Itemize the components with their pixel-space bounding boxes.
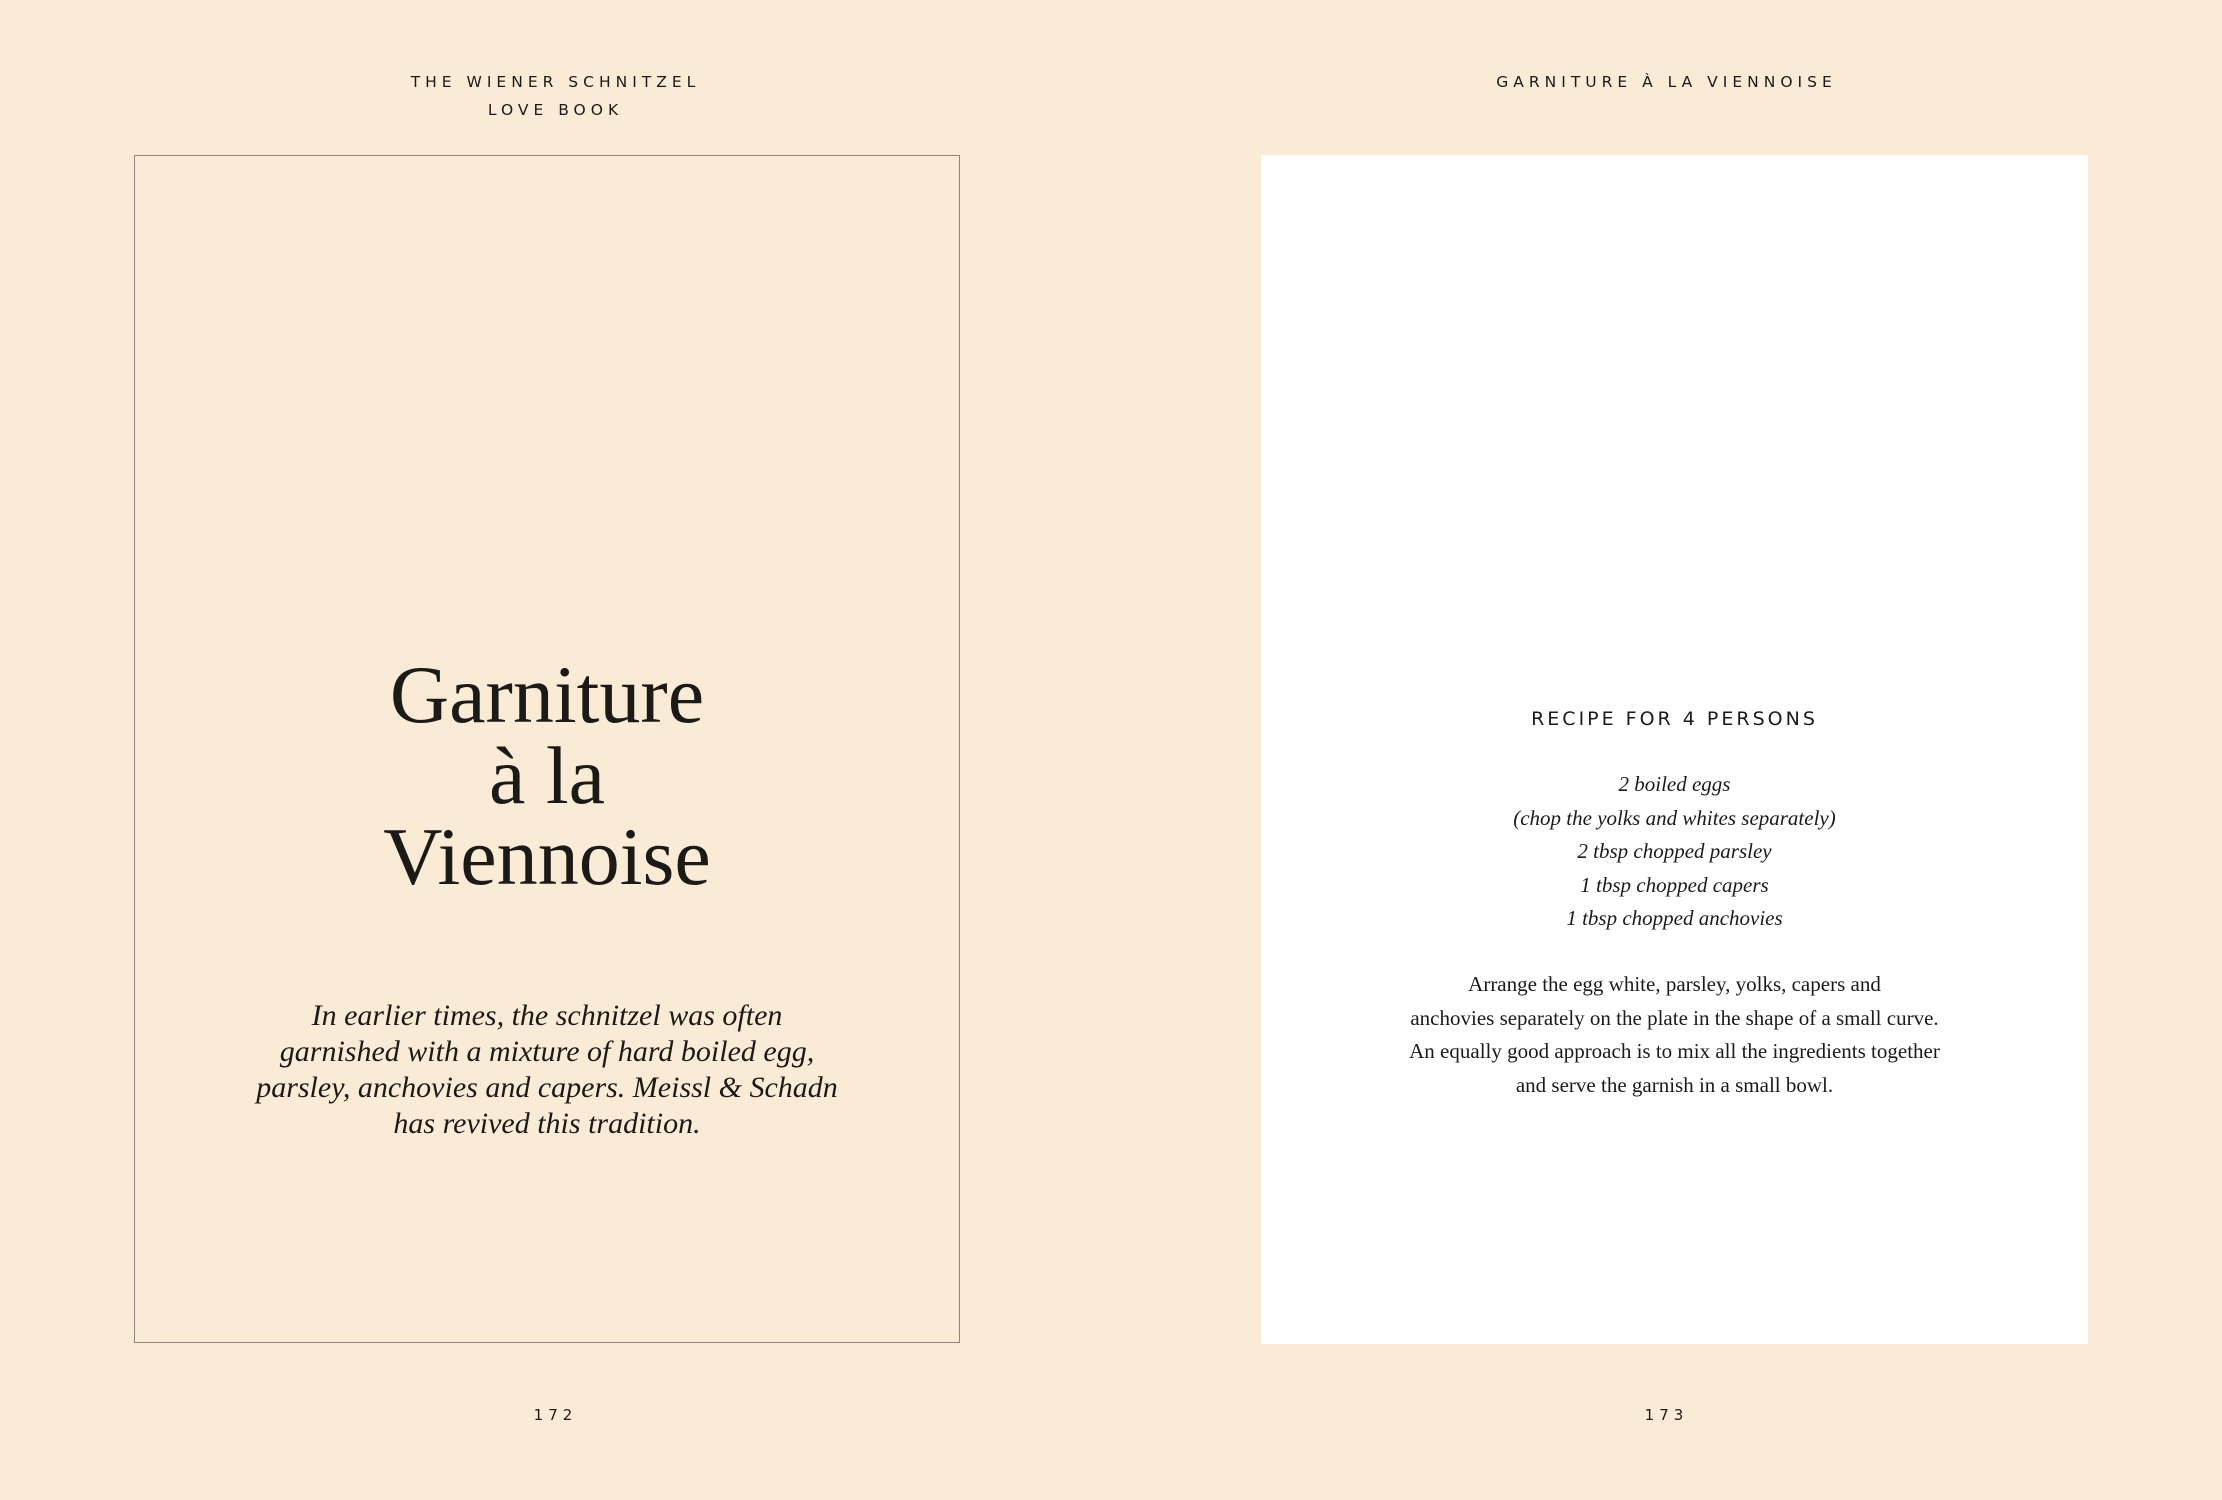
recipe-panel [1261, 155, 2088, 1344]
chapter-title-line: Viennoise [383, 811, 711, 902]
ingredient-list [1261, 768, 2088, 936]
chapter-title [135, 649, 959, 902]
method-line: An equally good approach is to mix all the ingredients together [1409, 1039, 1940, 1063]
intro-line: In earlier times, the schnitzel was often [311, 999, 783, 1032]
chapter-intro [135, 998, 959, 1142]
method-line: Arrange the egg white, parsley, yolks, capers and [1468, 972, 1881, 996]
right-page [1111, 0, 2222, 1500]
chapter-frame [134, 155, 960, 1343]
ingredient-item: (chop the yolks and whites separately) [1513, 805, 1836, 830]
chapter-title-line: à la [488, 730, 606, 821]
method-line: and serve the garnish in a small bowl. [1515, 1072, 1834, 1097]
ingredient-item: 1 tbsp chopped anchovies [1566, 906, 1783, 930]
ingredient-item: 2 tbsp chopped parsley [1577, 839, 1772, 863]
recipe-method [1261, 968, 2088, 1102]
running-head-left [0, 68, 1111, 124]
method-line: anchovies separately on the plate in the shape of a small curve. [1410, 1005, 1939, 1030]
chapter-title-line: Garniture [389, 649, 705, 740]
intro-line: has revived this tradition. [393, 1107, 701, 1140]
running-head-right [1111, 68, 2222, 96]
running-head-line: THE WIENER SCHNITZEL [410, 73, 701, 91]
page-number-left: 172 [533, 1406, 578, 1424]
running-head-line: GARNITURE À LA VIENNOISE [1496, 73, 1837, 91]
recipe-heading: RECIPE FOR 4 PERSONS [1531, 708, 1818, 730]
ingredient-item: 2 boiled eggs [1618, 772, 1731, 796]
intro-line: parsley, anchovies and capers. Meissl & Schadn [256, 1071, 838, 1104]
page-number-right: 173 [1644, 1406, 1689, 1424]
ingredient-item: 1 tbsp chopped capers [1580, 872, 1769, 897]
intro-line: garnished with a mixture of hard boiled egg, [279, 1035, 815, 1068]
running-head-line: LOVE BOOK [487, 101, 624, 119]
